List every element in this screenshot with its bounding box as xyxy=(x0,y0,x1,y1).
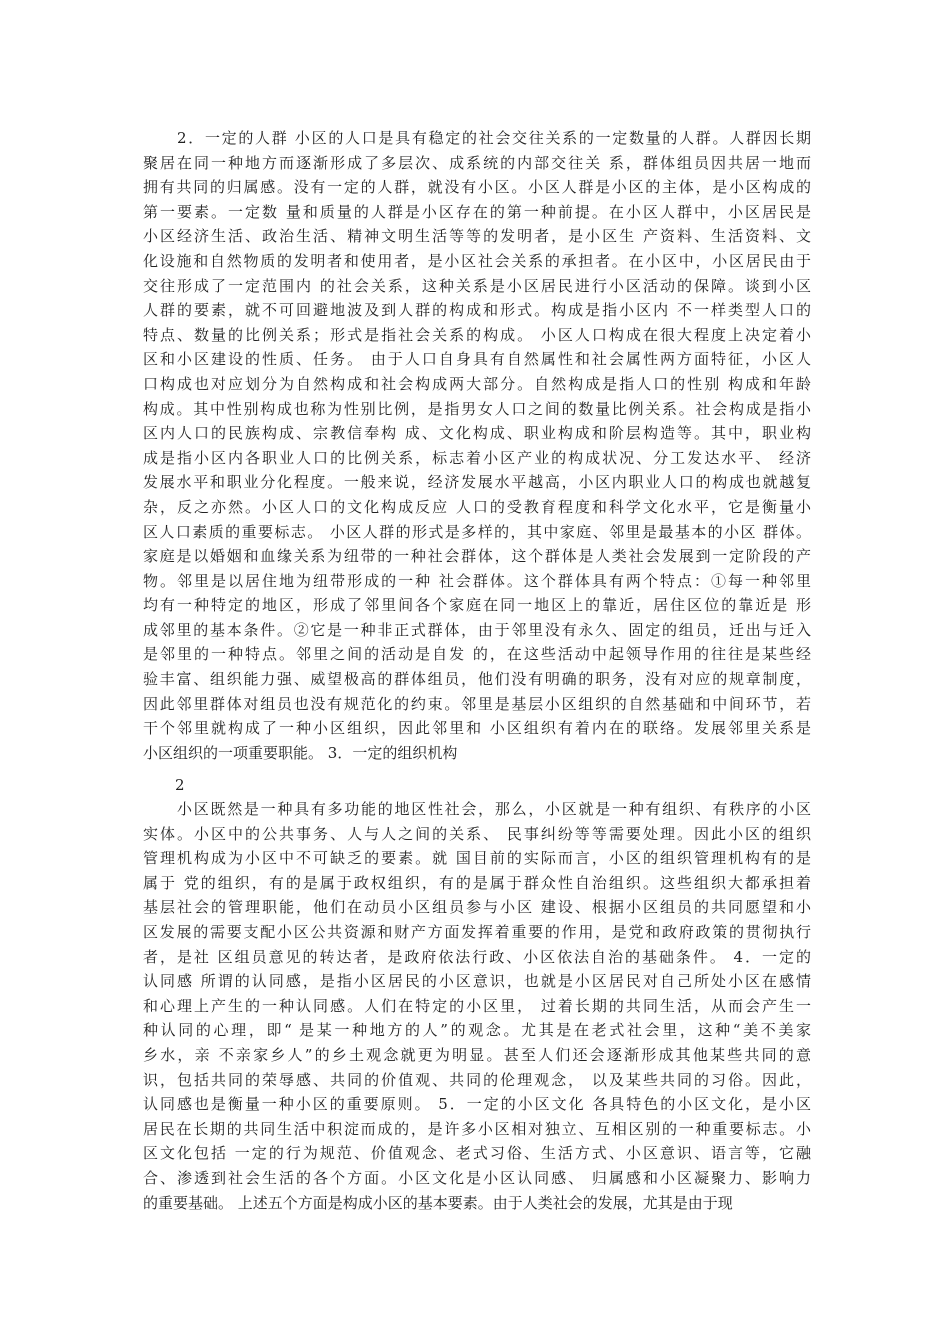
text-line: 聚居在同一种地方而逐渐形成了多层次、成系统的内部交往关 系，群体组员因共居一地而 xyxy=(143,153,811,172)
text-line: 和心理上产生的一种认同感。人们在特定的小区里， 过着长期的共同生活，从而会产生一 xyxy=(143,996,811,1015)
text-line: 区内人口的民族构成、宗教信奉构 成、文化构成、职业构成和阶层构造等。其中，职业构 xyxy=(143,424,811,443)
text-line: 拥有共同的归属感。没有一定的人群，就没有小区。小区人群是小区的主体，是小区构成的 xyxy=(143,178,811,197)
text-line: 区文化包括 一定的行为规范、价值观念、老式习俗、生活方式、小区意识、语言等，它融 xyxy=(143,1144,811,1163)
text-line: 构成。其中性别构成也称为性别比例，是指男女人口之间的数量比例关系。社会构成是指小 xyxy=(143,399,811,418)
text-line: 合、渗透到社会生活的各个方面。小区文化是小区认同感、 归属感和小区凝聚力、影响力 xyxy=(143,1168,811,1187)
text-line: 干个邻里就构成了一种小区组织，因此邻里和 小区组织有着内在的联络。发展邻里关系是 xyxy=(143,719,811,738)
text-line: 属于 党的组织，有的是属于政权组织，有的是属于群众性自治组织。这些组织大都承担着 xyxy=(143,873,811,892)
text-line: 杂，反之亦然。小区人口的文化构成反应 人口的受教育程度和科学文化水平，它是衡量小 xyxy=(143,497,811,516)
text-line: 特点、数量的比例关系；形式是指社会关系的构成。 小区人口构成在很大程度上决定着小 xyxy=(143,325,811,344)
text-line: 实体。小区中的公共事务、人与人之间的关系、 民事纠纷等等需要处理。因此小区的组织 xyxy=(143,824,811,843)
text-line: 第一要素。一定数 量和质量的人群是小区存在的第一种前提。在小区人群中，小区居民是 xyxy=(143,202,811,221)
text-line: 成邻里的基本条件。②它是一种非正式群体，由于邻里没有永久、固定的组员，迁出与迁入 xyxy=(143,620,811,639)
text-line: 识，包括共同的荣辱感、共同的价值观、共同的伦理观念， 以及某些共同的习俗。因此， xyxy=(143,1070,811,1089)
text-line: 均有一种特定的地区，形成了邻里间各个家庭在同一地区上的靠近，居住区位的靠近是 形 xyxy=(143,596,811,615)
text-line: 者，是社 区组员意见的转达者，是政府依法行政、小区依法自治的基础条件。 4．一定的 xyxy=(143,947,811,966)
text-line: 认同感也是衡量一种小区的重要原则。 5．一定的小区文化 各具特色的小区文化，是小区 xyxy=(143,1095,811,1114)
section-1-paragraph xyxy=(143,126,811,765)
text-line: 的重要基础。 上述五个方面是构成小区的基本要素。由于人类社会的发展，尤其是由于现 xyxy=(143,1193,733,1212)
text-line: 交往形成了一定范围内 的社会关系，这种关系是小区居民进行小区活动的保障。谈到小区 xyxy=(143,276,811,295)
text-line: 小区既然是一种具有多功能的地区性社会，那么，小区就是一种有组织、有秩序的小区 xyxy=(177,800,811,818)
text-line: 区人口素质的重要标志。 小区人群的形式是多样的，其中家庭、邻里是最基本的小区 群体。 xyxy=(143,522,811,541)
text-line: 区和小区建设的性质、任务。 由于人口自身具有自然属性和社会属性两方面特征，小区人 xyxy=(143,350,811,369)
page-number: 2 xyxy=(175,776,185,794)
text-line: 区发展的需要支配小区公共资源和财产方面发挥着重要的作用，是党和政府政策的贯彻执行 xyxy=(143,922,811,941)
text-line: 口构成也对应划分为自然构成和社会构成两大部分。自然构成是指人口的性别 构成和年龄 xyxy=(143,374,811,393)
text-line: 发展水平和职业分化程度。一般来说，经济发展水平越高，小区内职业人口的构成也就越复 xyxy=(143,473,811,492)
text-line: 认同感 所谓的认同感，是指小区居民的小区意识，也就是小区居民对自己所处小区在感情 xyxy=(143,972,811,991)
text-line: 2．一定的人群 小区的人口是具有稳定的社会交往关系的一定数量的人群。人群因长期 xyxy=(177,129,811,147)
text-line: 家庭是以婚姻和血缘关系为纽带的一种社会群体，这个群体是人类社会发展到一定阶段的产 xyxy=(143,547,811,566)
text-line: 成是指小区内各职业人口的比例关系，标志着小区产业的构成状况、分工发达水平、 经济 xyxy=(143,448,811,467)
text-line: 基层社会的管理职能，他们在动员小区组员参与小区 建设、根据小区组员的共同愿望和小 xyxy=(143,898,811,917)
text-line: 居民在长期的共同生活中积淀而成的，是许多小区相对独立、互相区别的一种重要标志。小 xyxy=(143,1119,811,1138)
section-2-paragraph xyxy=(143,797,811,1215)
text-line: 验丰富、组织能力强、威望极高的群体组员，他们没有明确的职务，没有对应的规章制度， xyxy=(143,670,811,689)
text-line: 小区经济生活、政治生活、精神文明生活等等的发明者，是小区生 产资料、生活资料、文 xyxy=(143,227,811,246)
text-line: 物。邻里是以居住地为纽带形成的一种 社会群体。这个群体具有两个特点：①每一种邻里 xyxy=(143,571,811,590)
text-line: 是邻里的一种特点。邻里之间的活动是自发 的，在这些活动中起领导作用的往往是某些经 xyxy=(143,645,811,664)
text-line: 管理机构成为小区中不可缺乏的要素。就 国目前的实际而言，小区的组织管理机构有的是 xyxy=(143,849,811,868)
text-line: 因此邻里群体对组员也没有规范化的约束。邻里是基层小区组织的自然基础和中间环节，若 xyxy=(143,694,811,713)
text-line: 化设施和自然物质的发明者和使用者，是小区社会关系的承担者。在小区中，小区居民由于 xyxy=(143,251,811,270)
text-line: 人群的要素，就不可回避地波及到人群的构成和形式。构成是指小区内 不一样类型人口的 xyxy=(143,301,811,320)
text-line: 小区组织的一项重要职能。 3．一定的组织机构 xyxy=(143,743,458,762)
text-line: 种认同的心理，即“ 是某一种地方的人”的观念。尤其是在老式社会里，这种“美不美家 xyxy=(143,1021,811,1040)
text-line: 乡水，亲 不亲家乡人”的乡土观念就更为明显。甚至人们还会逐渐形成其他某些共同的意 xyxy=(143,1045,811,1064)
